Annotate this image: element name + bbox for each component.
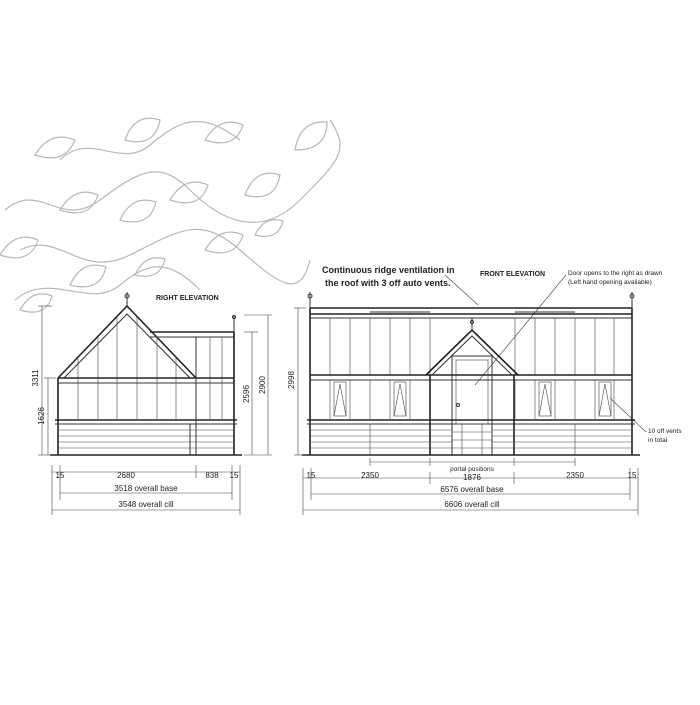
front-elevation xyxy=(287,265,682,515)
right-dim-edge-right: 15 xyxy=(229,471,239,480)
right-dim-height-2596: 2596 xyxy=(242,385,251,403)
front-dim-base: 6576 overall base xyxy=(440,485,504,494)
right-dim-width-side: 838 xyxy=(205,471,219,480)
ridge-note-line1: Continuous ridge ventilation in xyxy=(322,265,455,275)
front-elevation-title: FRONT ELEVATION xyxy=(480,271,546,278)
ridge-note-line2: the roof with 3 off auto vents. xyxy=(325,278,451,288)
front-dim-edge-right: 15 xyxy=(627,471,637,480)
portal-positions-label: portal positions xyxy=(450,466,494,473)
right-dim-height-total: 3311 xyxy=(31,369,40,387)
right-dim-height-2900: 2900 xyxy=(258,376,267,394)
right-dim-height-lower: 1626 xyxy=(37,407,46,425)
front-dim-width-mid: 1876 xyxy=(463,473,481,482)
door-note-line2: (Left hand opening avaliable) xyxy=(568,279,652,286)
right-dim-edge-left: 15 xyxy=(55,471,65,480)
vents-note-line2: in total xyxy=(648,437,668,444)
right-dim-cill: 3548 overall cill xyxy=(118,500,174,509)
front-dim-edge-left: 15 xyxy=(306,471,316,480)
right-dim-base: 3518 overall base xyxy=(114,484,178,493)
door-note-line1: Door opens to the right as drawn xyxy=(568,270,663,277)
front-dim-width-left: 2350 xyxy=(361,471,379,480)
right-dim-width-main: 2680 xyxy=(117,471,135,480)
front-dim-width-right: 2350 xyxy=(566,471,584,480)
right-elevation-title: RIGHT ELEVATION xyxy=(156,295,219,302)
front-dim-height-total: 2998 xyxy=(287,371,296,389)
vents-note-line1: 10 off vents xyxy=(648,428,682,435)
leaf-decoration xyxy=(0,118,340,312)
right-elevation xyxy=(31,292,272,515)
front-dim-cill: 6606 overall cill xyxy=(444,500,500,509)
